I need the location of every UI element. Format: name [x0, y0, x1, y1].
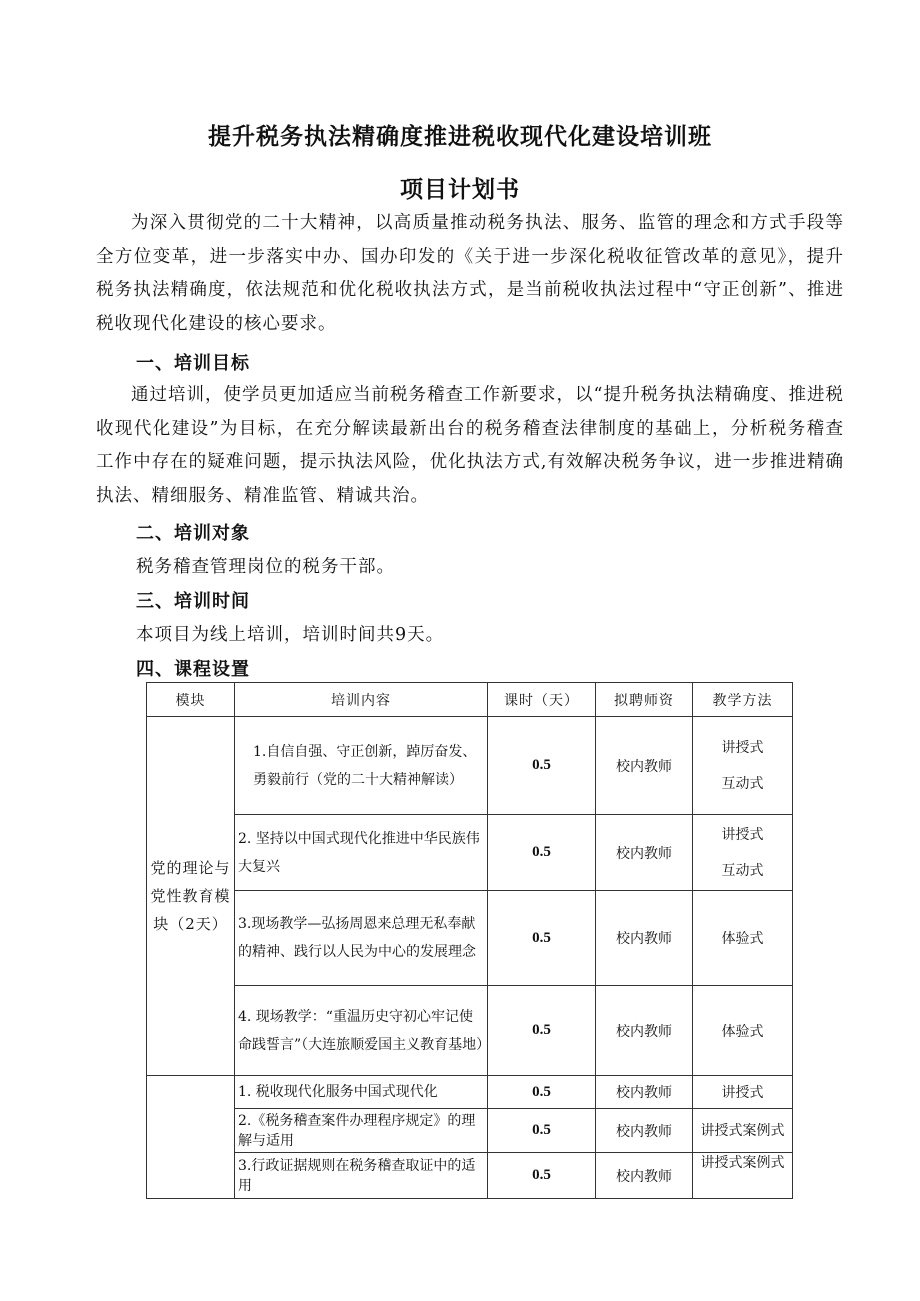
header-module: 模块 — [147, 683, 235, 717]
content-cell: 1.自信自强、守正创新，踔厉奋发、勇毅前行（党的二十大精神解读） — [235, 717, 488, 815]
hours-cell: 0.5 — [488, 1076, 596, 1109]
method-text: 讲授式 — [721, 739, 764, 756]
content-cell: 3.现场教学—弘扬周恩来总理无私奉献的精神、践行以人民为中心的发展理念 — [235, 891, 488, 986]
table-row — [147, 1076, 793, 1109]
method-cell: 体验式 — [693, 891, 793, 986]
teacher-cell: 校内教师 — [596, 815, 693, 891]
module-cell: 党的理论与党性教育模块（2天） — [147, 717, 235, 1076]
method-cell: 讲授式 — [693, 1076, 793, 1109]
hours-cell: 0.5 — [488, 891, 596, 986]
table-header-row — [147, 683, 793, 717]
content-cell: 1. 税收现代化服务中国式现代化 — [235, 1076, 488, 1109]
hours-cell: 0.5 — [488, 1109, 596, 1153]
intro-paragraph: 为深入贯彻党的二十大精神，以高质量推动税务执法、服务、监管的理念和方式手段等全方位变革，进一步落实中办、国办印发的《关于进一步深化税收征管改革的意见》，提升税务执法精确度，依法规范和优化税收执法方式，是当前税收执法过程中“守正创新”、推进税收现代化建设的核心要求。 — [96, 213, 844, 334]
hours-cell: 0.5 — [488, 1153, 596, 1199]
module-cell — [147, 1076, 235, 1199]
header-method: 教学方法 — [693, 683, 793, 717]
method-cell — [693, 815, 793, 891]
teacher-cell: 校内教师 — [596, 1153, 693, 1199]
teacher-cell: 校内教师 — [596, 717, 693, 815]
table-row — [147, 815, 793, 891]
method-cell: 讲授式案例式 — [693, 1109, 793, 1153]
header-hours: 课时（天） — [488, 683, 596, 717]
table-row — [147, 1153, 793, 1199]
hours-cell: 0.5 — [488, 815, 596, 891]
teacher-cell: 校内教师 — [596, 986, 693, 1076]
table-row — [147, 1109, 793, 1153]
method-text: 讲授式 — [721, 826, 764, 843]
table-row — [147, 891, 793, 986]
section-heading-goal: 一、培训目标 — [136, 353, 250, 374]
section-heading-courses: 四、课程设置 — [136, 659, 250, 680]
method-cell: 讲授式案例式 — [693, 1153, 793, 1199]
method-text: 互动式 — [721, 862, 764, 879]
teacher-cell: 校内教师 — [596, 1076, 693, 1109]
header-content: 培训内容 — [235, 683, 488, 717]
method-cell: 体验式 — [693, 986, 793, 1076]
table-row — [147, 717, 793, 815]
section-heading-audience: 二、培训对象 — [136, 523, 250, 544]
method-text: 互动式 — [721, 775, 764, 792]
teacher-cell: 校内教师 — [596, 891, 693, 986]
hours-cell: 0.5 — [488, 717, 596, 815]
content-cell: 4. 现场教学：“重温历史守初心牢记使命践誓言”（大连旅顺爱国主义教育基地） — [235, 986, 488, 1076]
document-title: 提升税务执法精确度推进税收现代化建设培训班 — [208, 124, 712, 150]
method-cell — [693, 717, 793, 815]
content-cell: 2.《税务稽查案件办理程序规定》的理解与适用 — [235, 1109, 488, 1153]
section-text-goal: 通过培训，使学员更加适应当前税务稽查工作新要求，以“提升税务执法精确度、推进税收现代化建设”为目标，在充分解读最新出台的税务稽查法律制度的基础上，分析税务稽查工作中存在的疑难问题，提示执法风险，优化执法方式,有效解决税务争议，进一步推进精确执法、精细服务、精准监管、精诚共治。 — [96, 385, 844, 506]
content-cell: 2. 坚持以中国式现代化推进中华民族伟大复兴 — [235, 815, 488, 891]
hours-cell: 0.5 — [488, 986, 596, 1076]
teacher-cell: 校内教师 — [596, 1109, 693, 1153]
course-table — [146, 682, 793, 1199]
header-teacher: 拟聘师资 — [596, 683, 693, 717]
section-heading-time: 三、培训时间 — [136, 591, 250, 612]
content-cell: 3.行政证据规则在税务稽查取证中的适用 — [235, 1153, 488, 1199]
document-subtitle: 项目计划书 — [400, 177, 520, 203]
table-row — [147, 986, 793, 1076]
section-text-audience: 税务稽查管理岗位的税务干部。 — [136, 557, 395, 577]
section-text-time: 本项目为线上培训，培训时间共9天。 — [136, 625, 445, 645]
